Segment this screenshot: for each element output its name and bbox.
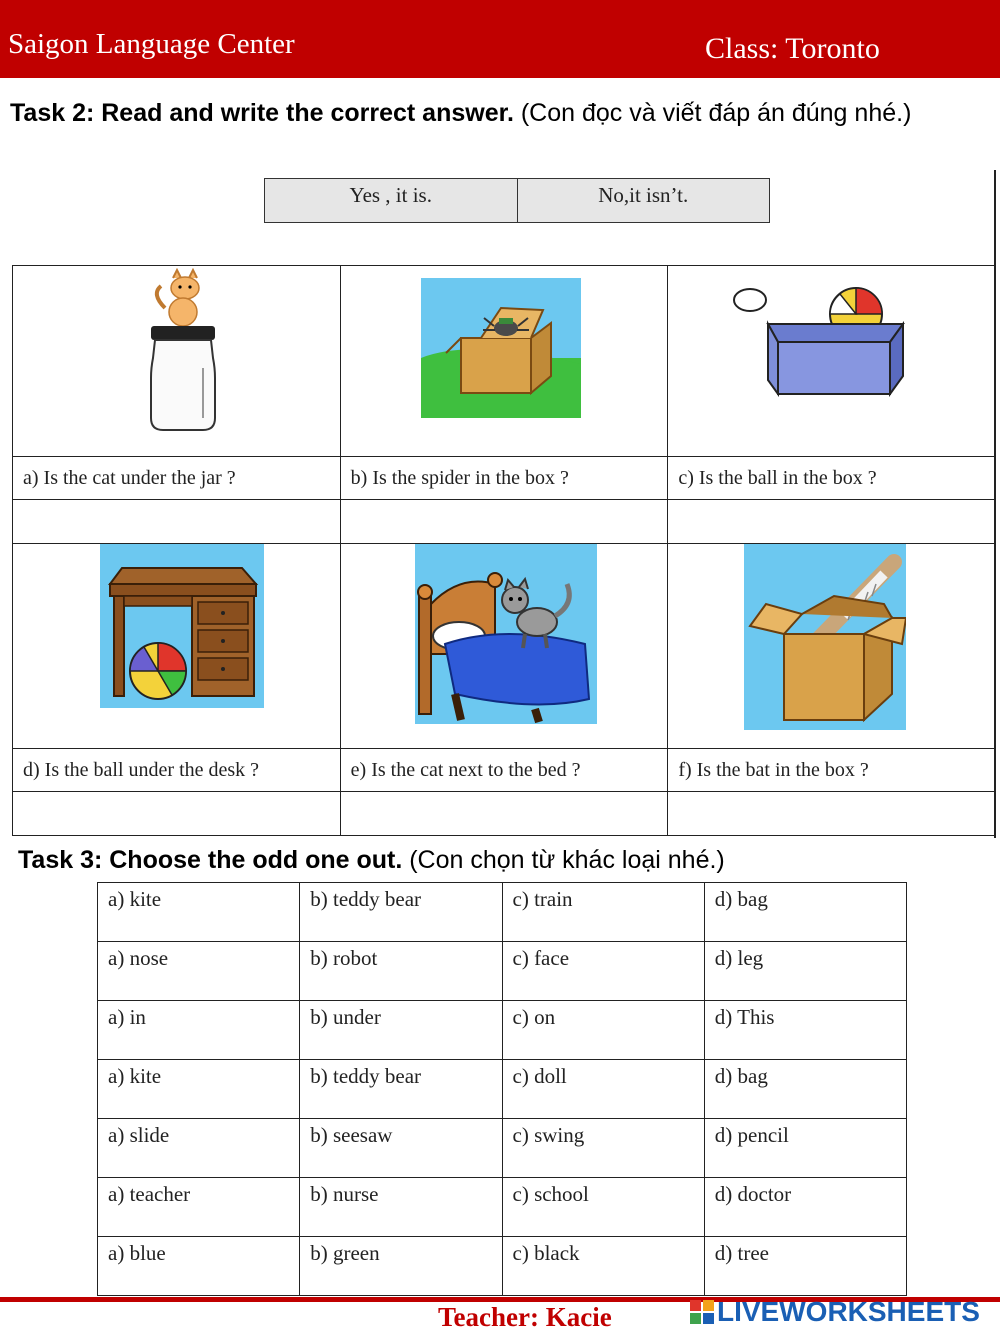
task3-title-bold: Task 3: Choose the odd one out.	[18, 846, 403, 874]
option-cell[interactable]: c) school	[502, 1178, 704, 1237]
table-row	[98, 1119, 907, 1178]
option-cell[interactable]: b) under	[300, 1001, 502, 1060]
option-cell[interactable]: b) teddy bear	[300, 1060, 502, 1119]
table-row	[98, 1178, 907, 1237]
answer-cell-c[interactable]	[668, 500, 996, 544]
option-cell[interactable]: c) face	[502, 942, 704, 1001]
option-cell[interactable]: c) doll	[502, 1060, 704, 1119]
answer-cell-e[interactable]	[340, 792, 668, 836]
task3-title	[18, 843, 998, 877]
option-cell[interactable]: c) black	[502, 1237, 704, 1296]
picture-cell	[13, 266, 341, 457]
option-cell[interactable]: d) bag	[704, 1060, 906, 1119]
class-name: Class: Toronto	[705, 32, 880, 65]
liveworksheets-logo-icon	[690, 1300, 714, 1324]
answer-options-box	[264, 178, 770, 223]
option-cell[interactable]: d) tree	[704, 1237, 906, 1296]
option-cell[interactable]: c) on	[502, 1001, 704, 1060]
picture-cell	[13, 544, 341, 749]
option-cell[interactable]: c) train	[502, 883, 704, 942]
option-cell[interactable]: a) kite	[98, 1060, 300, 1119]
table-row	[98, 1237, 907, 1296]
answer-cell-d[interactable]	[13, 792, 341, 836]
option-cell[interactable]: b) teddy bear	[300, 883, 502, 942]
answer-option-yes: Yes , it is.	[349, 183, 432, 207]
bat-in-box-picture	[744, 544, 906, 730]
spider-in-box-picture	[421, 278, 581, 418]
picture-cell	[668, 544, 996, 749]
table-row	[98, 1001, 907, 1060]
task2-table	[12, 265, 996, 836]
table-row	[98, 942, 907, 1001]
option-cell[interactable]: d) doctor	[704, 1178, 906, 1237]
answer-cell-b[interactable]	[340, 500, 668, 544]
option-cell[interactable]: d) leg	[704, 942, 906, 1001]
question-a: a) Is the cat under the jar ?	[13, 457, 341, 500]
table-row	[98, 883, 907, 942]
task3-table	[97, 882, 907, 1296]
option-cell[interactable]: a) slide	[98, 1119, 300, 1178]
cat-next-to-bed-picture	[415, 544, 597, 724]
option-cell[interactable]: d) This	[704, 1001, 906, 1060]
answer-cell-a[interactable]	[13, 500, 341, 544]
cat-on-jar-picture	[143, 268, 223, 436]
option-cell[interactable]: c) swing	[502, 1119, 704, 1178]
ball-under-desk-picture	[100, 544, 264, 708]
header-bar	[0, 0, 1000, 78]
option-cell[interactable]: a) in	[98, 1001, 300, 1060]
question-e: e) Is the cat next to the bed ?	[340, 749, 668, 792]
ball-in-box-picture	[728, 284, 918, 404]
option-cell[interactable]: a) kite	[98, 883, 300, 942]
option-cell[interactable]: b) seesaw	[300, 1119, 502, 1178]
option-cell[interactable]: d) pencil	[704, 1119, 906, 1178]
picture-cell	[340, 544, 668, 749]
task2-title	[10, 96, 995, 130]
answer-option-no: No,it isn’t.	[517, 179, 770, 222]
question-b: b) Is the spider in the box ?	[340, 457, 668, 500]
option-cell[interactable]: a) nose	[98, 942, 300, 1001]
school-name: Saigon Language Center	[8, 28, 295, 60]
option-cell[interactable]: b) green	[300, 1237, 502, 1296]
option-cell[interactable]: b) nurse	[300, 1178, 502, 1237]
question-d: d) Is the ball under the desk ?	[13, 749, 341, 792]
liveworksheets-logo[interactable]	[690, 1296, 980, 1328]
table-row	[98, 1060, 907, 1119]
task2-title-bold: Task 2: Read and write the correct answer.	[10, 99, 514, 127]
option-cell[interactable]: a) teacher	[98, 1178, 300, 1237]
option-cell[interactable]: b) robot	[300, 942, 502, 1001]
task2-title-normal: (Con đọc và viết đáp án đúng nhé.)	[513, 99, 912, 127]
option-cell[interactable]: a) blue	[98, 1237, 300, 1296]
question-f: f) Is the bat in the box ?	[668, 749, 996, 792]
picture-cell	[668, 266, 996, 457]
answer-cell-f[interactable]	[668, 792, 996, 836]
option-cell[interactable]: d) bag	[704, 883, 906, 942]
question-c: c) Is the ball in the box ?	[668, 457, 996, 500]
teacher-name: Teacher: Kacie	[438, 1302, 612, 1332]
picture-cell	[340, 266, 668, 457]
logo-text: LIVEWORKSHEETS	[717, 1296, 980, 1327]
task3-title-normal: (Con chọn từ khác loại nhé.)	[402, 846, 725, 874]
